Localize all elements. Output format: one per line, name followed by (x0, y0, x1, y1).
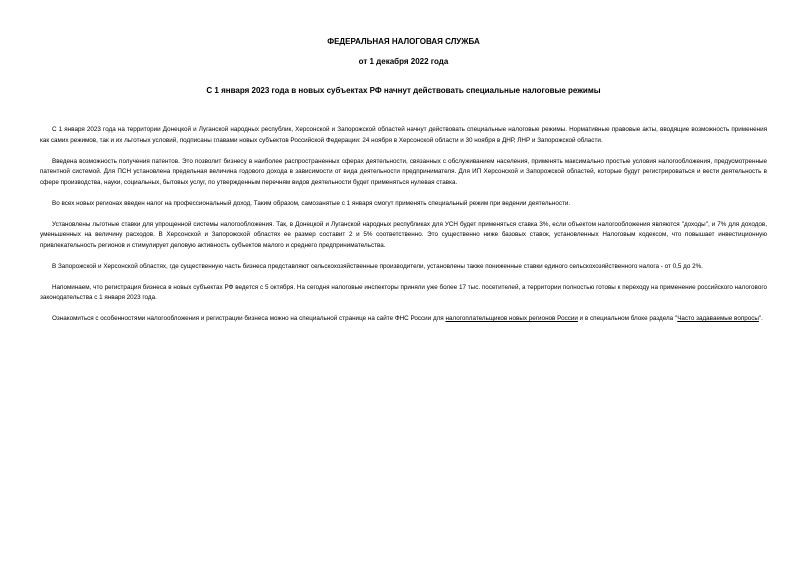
new-regions-taxpayers-link[interactable]: налогоплательщиков новых регионов России (445, 315, 578, 322)
agency-name: ФЕДЕРАЛЬНАЯ НАЛОГОВАЯ СЛУЖБА (327, 37, 480, 46)
document-body (40, 125, 767, 335)
faq-link[interactable]: Часто задаваемые вопросы (677, 315, 759, 322)
paragraph-7-text-after: ". (758, 315, 763, 322)
paragraph-7-text-middle: и в специальном блоке раздела " (577, 315, 678, 322)
paragraph-7-text-before: Ознакомиться с особенностями налогообложения и регистрации бизнеса можно на специальной странице на сайте ФНС России для (52, 315, 446, 322)
paragraph-5: В Запорожской и Херсонской областях, где существенную часть бизнеса представляют сельскохозяйственные производители, установлены также пониженные ставки единого сельскохозяйственного налога - от 0,5 до 2%. (52, 262, 703, 270)
paragraph-1: С 1 января 2023 года на территории Донецкой и Луганской народных республик, Херсонской и Запорожской областей начнут действовать специальные налоговые режимы. Нормативные правовые акты, вводящие возможность применения как самих режимов, так и их льготных условий, подписаны главами новых субъектов Российской Федерации: 24 ноября в Херсонской области и 30 ноября в ДНР, ЛНР и Запорожской области. (40, 126, 767, 144)
paragraph-4: Установлены льготные ставки для упрощенной системы налогообложения. Так, в Донецкой и Луганской народных республиках для УСН будет применяться ставка 3%, если объектом налогообложения являются "доходы", и 7% для доходов, уменьшенных на величину расходов. В Херсонской и Запорожской областях ее размер составит 2 и 5% соответственно. Это существенно ниже базовых ставок, установленных Налоговым кодексом, что повышает инвестиционную привлекательность регионов и стимулирует деловую активность субъектов малого и среднего предпринимательства. (40, 220, 767, 249)
document-title: С 1 января 2023 года в новых субъектах РФ начнут действовать специальные налоговые режимы (206, 86, 601, 95)
paragraph-6: Напоминаем, что регистрация бизнеса в новых субъектах РФ ведется с 5 октября. На сегодня налоговые инспекторы приняли уже более 17 тыс. посетителей, а территории полностью готовы к переходу на применение российского налогового законодательства с 1 января 2023 года. (40, 283, 767, 301)
paragraph-2: Введена возможность получения патентов. Это позволит бизнесу в наиболее распространенных сферах деятельности, связанных с обслуживанием населения, применять максимально простые условия налогообложения, предусмотренные патентной системой. Для ПСН установлена предельная величина годового дохода в зависимости от вида деятельности предпринимателя. Для ИП Херсонской и Запорожской областей, которые будут регистрироваться и вести деятельность в сфере производства, науки, социальных, бытовых услуг, по утвержденным перечням видов деятельности будет применяться нулевая ставка. (40, 157, 767, 186)
document-date: от 1 декабря 2022 года (358, 57, 449, 66)
paragraph-7 (40, 314, 767, 325)
paragraph-3: Во всех новых регионах введен налог на профессиональный доход. Таким образом, самозанятые с 1 января смогут применять специальный режим при ведении деятельности. (52, 199, 571, 207)
